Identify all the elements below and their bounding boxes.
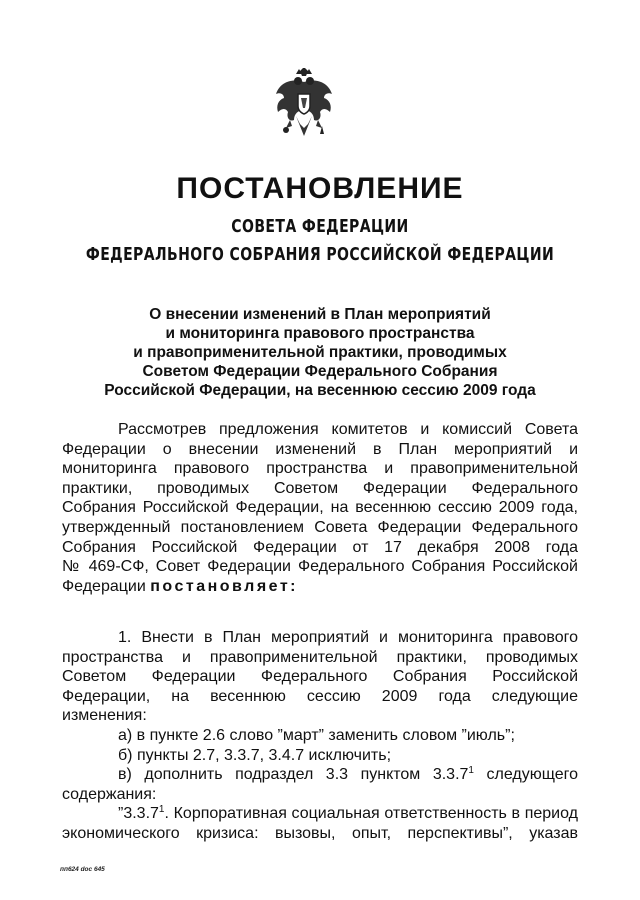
- preamble-line: Федерации о внесении изменений в План мероприятий и: [62, 440, 578, 458]
- item-1-line: пространства и правоприменительной практики, проводимых: [62, 648, 578, 666]
- preamble-line: Рассмотрев предложения комитетов и комиссий Совета: [118, 421, 578, 438]
- item-1c-text: [118, 766, 578, 783]
- item-1c-start: в) дополнить подраздел 3.3 пунктом 3.3.7: [118, 766, 469, 784]
- item-1c-superscript: 1: [468, 765, 474, 777]
- item-1-line: изменения:: [62, 707, 147, 725]
- quote-start: ”3.3.7: [118, 805, 159, 823]
- quote-line-2: экономического кризиса: вызовы, опыт, перспективы”, указав: [62, 824, 578, 842]
- item-1b: б) пункты 2.7, 3.3.7, 3.4.7 исключить;: [118, 746, 392, 764]
- file-reference: пп624 doc 645: [60, 866, 105, 873]
- quote-text: [118, 805, 578, 822]
- item-1-line: Федерации, на весеннюю сессию 2009 года следующие: [62, 687, 578, 705]
- coat-of-arms-emblem: [272, 68, 336, 150]
- item-1-line: 1. Внести в План мероприятий и мониторинга правового: [118, 629, 578, 646]
- item-1c-line-2: содержания:: [62, 785, 157, 803]
- subject-line: Советом Федерации Федерального Собрания: [142, 363, 498, 380]
- preamble-line: Федерации: [62, 577, 146, 595]
- preamble-line: № 469-СФ, Совет Федерации Федерального Собрания Российской: [62, 558, 578, 576]
- preamble-last-line: [62, 577, 578, 597]
- quote-line-1: [62, 804, 578, 824]
- preamble-line: утвержденный постановлением Совета Федерации Федерального: [62, 518, 578, 536]
- subject-line: Российской Федерации, на весеннюю сессию 2009 года: [104, 382, 536, 399]
- document-subtitle-council: СОВЕТА ФЕДЕРАЦИИ: [231, 216, 409, 237]
- decree-word: постановляет:: [150, 577, 299, 595]
- preamble-line: мониторинга правового пространства и правоприменительной: [62, 460, 578, 478]
- quote-end: . Корпоративная социальная ответственность в период: [164, 805, 578, 823]
- resolution-subject: [60, 305, 580, 400]
- subject-line: и правоприменительной практики, проводимых: [133, 344, 507, 361]
- preamble-line: практики, проводимых Советом Федерации Федерального: [62, 479, 578, 497]
- item-1a: а) в пункте 2.6 слово ”март” заменить словом ”июль”;: [118, 726, 515, 744]
- document-subtitle-assembly: ФЕДЕРАЛЬНОГО СОБРАНИЯ РОССИЙСКОЙ ФЕДЕРАЦИИ: [85, 244, 555, 265]
- subject-line: О внесении изменений в План мероприятий: [149, 306, 491, 323]
- item-1c: [62, 765, 578, 785]
- preamble-paragraph: [62, 420, 578, 596]
- item-1-paragraph: [62, 628, 578, 844]
- item-1c-end: следующего: [473, 766, 578, 784]
- preamble-line: Собрания Российской Федерации от 17 декабря 2008 года: [62, 538, 578, 556]
- item-1-line: Советом Федерации Федерального Собрания Российской: [62, 668, 578, 686]
- subject-line: и мониторинга правового пространства: [165, 325, 475, 342]
- document-title: ПОСТАНОВЛЕНИЕ: [176, 172, 464, 205]
- preamble-line: Собрания Российской Федерации, на весеннюю сессию 2009 года,: [62, 499, 578, 517]
- quote-superscript: 1: [158, 804, 165, 816]
